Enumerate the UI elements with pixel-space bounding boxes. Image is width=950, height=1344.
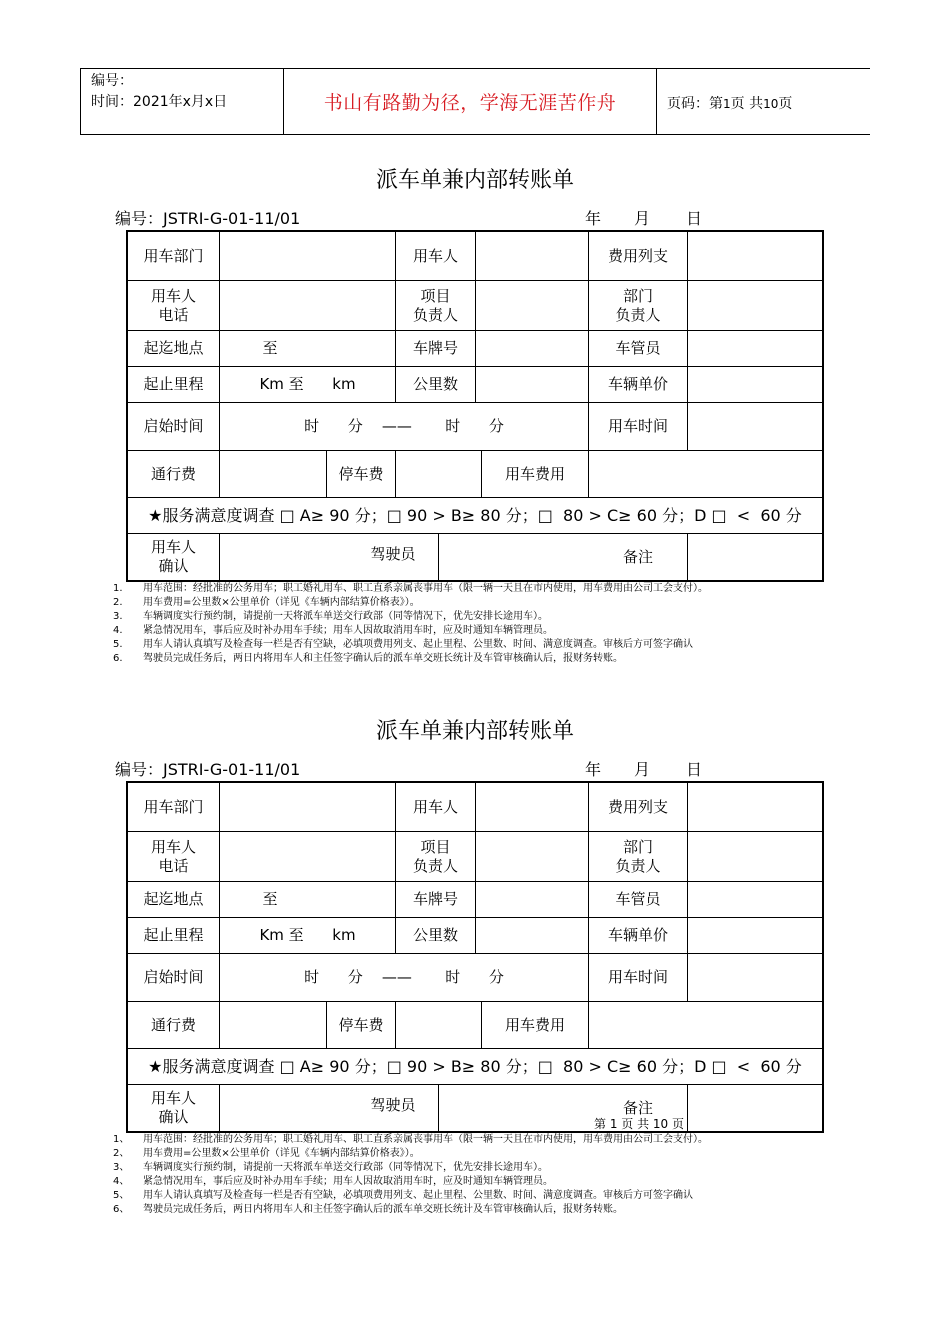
page-suffix: 页 [778, 96, 793, 112]
cell-plate: 车牌号 [412, 890, 458, 908]
cell-manager: 车管员 [615, 890, 661, 908]
date-month: 月 [634, 760, 651, 779]
dispatch-form-2 [0, 714, 950, 1254]
cell-project-lead [396, 281, 475, 330]
form-code: 编号：JSTRI-G-01-11/01 [115, 209, 301, 228]
note-item: 4、 紧急情况用车，事后应及时补办用车手续；用车人因故取消用车时，应及时通知车辆管理员。 [113, 1176, 553, 1187]
cell-driver: 驾驶员 [370, 1095, 416, 1114]
cell-distance: 公里数 [412, 926, 458, 944]
cell-distance: 公里数 [412, 375, 458, 393]
header-meta [91, 71, 227, 113]
form-table [126, 230, 824, 582]
date-year: 年 [585, 209, 602, 228]
note-item: 2、 用车费用=公里数×公里单价（详见《车辆内部结算价格表》）。 [113, 1148, 420, 1159]
cell-unit-price: 车辆单价 [607, 375, 668, 393]
cell-project-lead-l1: 项目 [420, 286, 451, 305]
form-table [126, 781, 824, 1133]
cell-dept-lead-l2: 负责人 [615, 856, 661, 875]
page-prefix: 页码：第 [667, 96, 723, 112]
cell-origin: 起迄地点 [143, 890, 204, 908]
form-title: 派车单兼内部转账单 [375, 719, 574, 744]
cell-user-phone [128, 832, 219, 881]
cell-survey: ★服务满意度调查 □ A≥ 90 分；□ 90 > B≥ 80 分；□ 80 > C≥ 60 分；D □ < 60 分 [148, 506, 802, 525]
note-item: 5、 用车人请认真填写及检查每一栏是否有空缺，必填项费用列支、起止里程、公里数、时间、满意度调查。审核后方可签字确认 [113, 1190, 693, 1201]
cell-driver: 驾驶员 [370, 544, 416, 563]
cell-use-time: 用车时间 [607, 968, 668, 986]
note-item: 1、 用车范围：经批准的公务用车；职工婚礼用车、职工直系亲属丧事用车（限一辆一天且在市内使用，用车费用由公司工会支付）。 [113, 1134, 708, 1145]
form-notes [113, 1133, 708, 1217]
cell-expense: 费用列支 [607, 797, 668, 816]
cell-user-phone [128, 281, 219, 330]
date-day: 日 [686, 760, 703, 779]
form-title: 派车单兼内部转账单 [375, 168, 574, 193]
cell-toll: 通行费 [150, 1015, 196, 1034]
note-item: 3、 车辆调度实行预约制，请提前一天将派车单送交行政部（同等情况下，优先安排长途用车）。 [113, 1162, 548, 1173]
note-item: 5. 用车人请认真填写及检查每一栏是否有空缺，必填项费用列支、起止里程、公里数、时间、满意度调查。审核后方可签字确认 [113, 639, 693, 650]
cell-user-phone-l2: 电话 [158, 856, 189, 875]
cell-toll: 通行费 [150, 464, 196, 483]
cell-manager: 车管员 [615, 339, 661, 357]
cell-mileage: 起止里程 [143, 375, 204, 393]
note-item: 2. 用车费用=公里数×公里单价（详见《车辆内部结算价格表》）。 [113, 597, 420, 608]
cell-remark: 备注 [622, 1098, 653, 1117]
cell-time-range: 时 分 —— 时 分 [304, 417, 504, 435]
cell-user: 用车人 [412, 797, 458, 816]
note-item: 3. 车辆调度实行预约制，请提前一天将派车单送交行政部（同等情况下，优先安排长途用车）。 [113, 611, 548, 622]
cell-to: 至 [262, 339, 278, 357]
cell-user-phone-l1: 用车人 [150, 286, 196, 305]
date-day: 日 [686, 209, 703, 228]
note-item: 4. 紧急情况用车，事后应及时补办用车手续；用车人因故取消用车时，应及时通知车辆管理员。 [113, 625, 553, 636]
cell-user-phone-l1: 用车人 [150, 837, 196, 856]
note-item: 1. 用车范围：经批准的公务用车；职工婚礼用车、职工直系亲属丧事用车（限一辆一天且在市内使用，用车费用由公司工会支付）。 [113, 583, 708, 594]
cell-plate: 车牌号 [412, 339, 458, 357]
header-time: 时间：2021年x月x日 [91, 94, 228, 110]
cell-project-lead [396, 832, 475, 881]
date-year: 年 [585, 760, 602, 779]
cell-user: 用车人 [412, 246, 458, 265]
cell-km: Km 至 km [259, 926, 356, 944]
cell-start-time: 启始时间 [143, 417, 204, 435]
cell-dept-lead [589, 832, 687, 881]
cell-confirm-l2: 确认 [158, 1108, 189, 1126]
cell-time-range: 时 分 —— 时 分 [304, 968, 504, 986]
date-month: 月 [634, 209, 651, 228]
form-code: 编号：JSTRI-G-01-11/01 [115, 760, 301, 779]
cell-confirm-l1: 用车人 [150, 1089, 196, 1107]
cell-mileage: 起止里程 [143, 926, 204, 944]
cell-confirm-l2: 确认 [158, 557, 189, 575]
cell-fee: 用车费用 [504, 464, 565, 483]
page-mid: 页 共 [730, 96, 764, 112]
cell-dept-lead-l2: 负责人 [615, 305, 661, 324]
header-motto: 书山有路勤为径，学海无涯苦作舟 [283, 68, 657, 135]
cell-project-lead-l1: 项目 [420, 837, 451, 856]
cell-dept-lead-l1: 部门 [622, 837, 653, 856]
cell-dept-lead [589, 281, 687, 330]
form-notes [113, 582, 708, 666]
header-page-number [667, 93, 792, 113]
cell-dept: 用车部门 [143, 797, 204, 816]
cell-confirm [128, 534, 219, 580]
cell-origin: 起迄地点 [143, 339, 204, 357]
cell-confirm-l1: 用车人 [150, 538, 196, 556]
cell-parking: 停车费 [338, 1015, 384, 1034]
cell-fee: 用车费用 [504, 1015, 565, 1034]
cell-confirm [128, 1085, 219, 1131]
page-num: 1 [723, 97, 731, 111]
cell-dept-lead-l1: 部门 [622, 286, 653, 305]
cell-start-time: 启始时间 [143, 968, 204, 986]
cell-dept: 用车部门 [143, 246, 204, 265]
cell-to: 至 [262, 890, 278, 908]
page-total: 10 [763, 97, 779, 111]
cell-project-lead-l2: 负责人 [412, 305, 458, 324]
cell-remark: 备注 [622, 547, 653, 566]
header-code-label: 编号： [91, 73, 133, 89]
cell-use-time: 用车时间 [607, 417, 668, 435]
note-item: 6、 驾驶员完成任务后，两日内将用车人和主任签字确认后的派车单交班长统计及车管审核确认后，报财务转账。 [113, 1204, 623, 1215]
cell-survey: ★服务满意度调查 □ A≥ 90 分；□ 90 > B≥ 80 分；□ 80 > C≥ 60 分；D □ < 60 分 [148, 1057, 802, 1076]
cell-expense: 费用列支 [607, 246, 668, 265]
cell-user-phone-l2: 电话 [158, 305, 189, 324]
dispatch-form-1 [0, 163, 950, 703]
footer-page-number: 第 1 页 共 10 页 [594, 1117, 684, 1131]
cell-parking: 停车费 [338, 464, 384, 483]
cell-unit-price: 车辆单价 [607, 926, 668, 944]
page-header [80, 68, 870, 135]
note-item: 6. 驾驶员完成任务后，两日内将用车人和主任签字确认后的派车单交班长统计及车管审核确认后，报财务转账。 [113, 653, 623, 664]
cell-project-lead-l2: 负责人 [412, 856, 458, 875]
cell-km: Km 至 km [259, 375, 356, 393]
